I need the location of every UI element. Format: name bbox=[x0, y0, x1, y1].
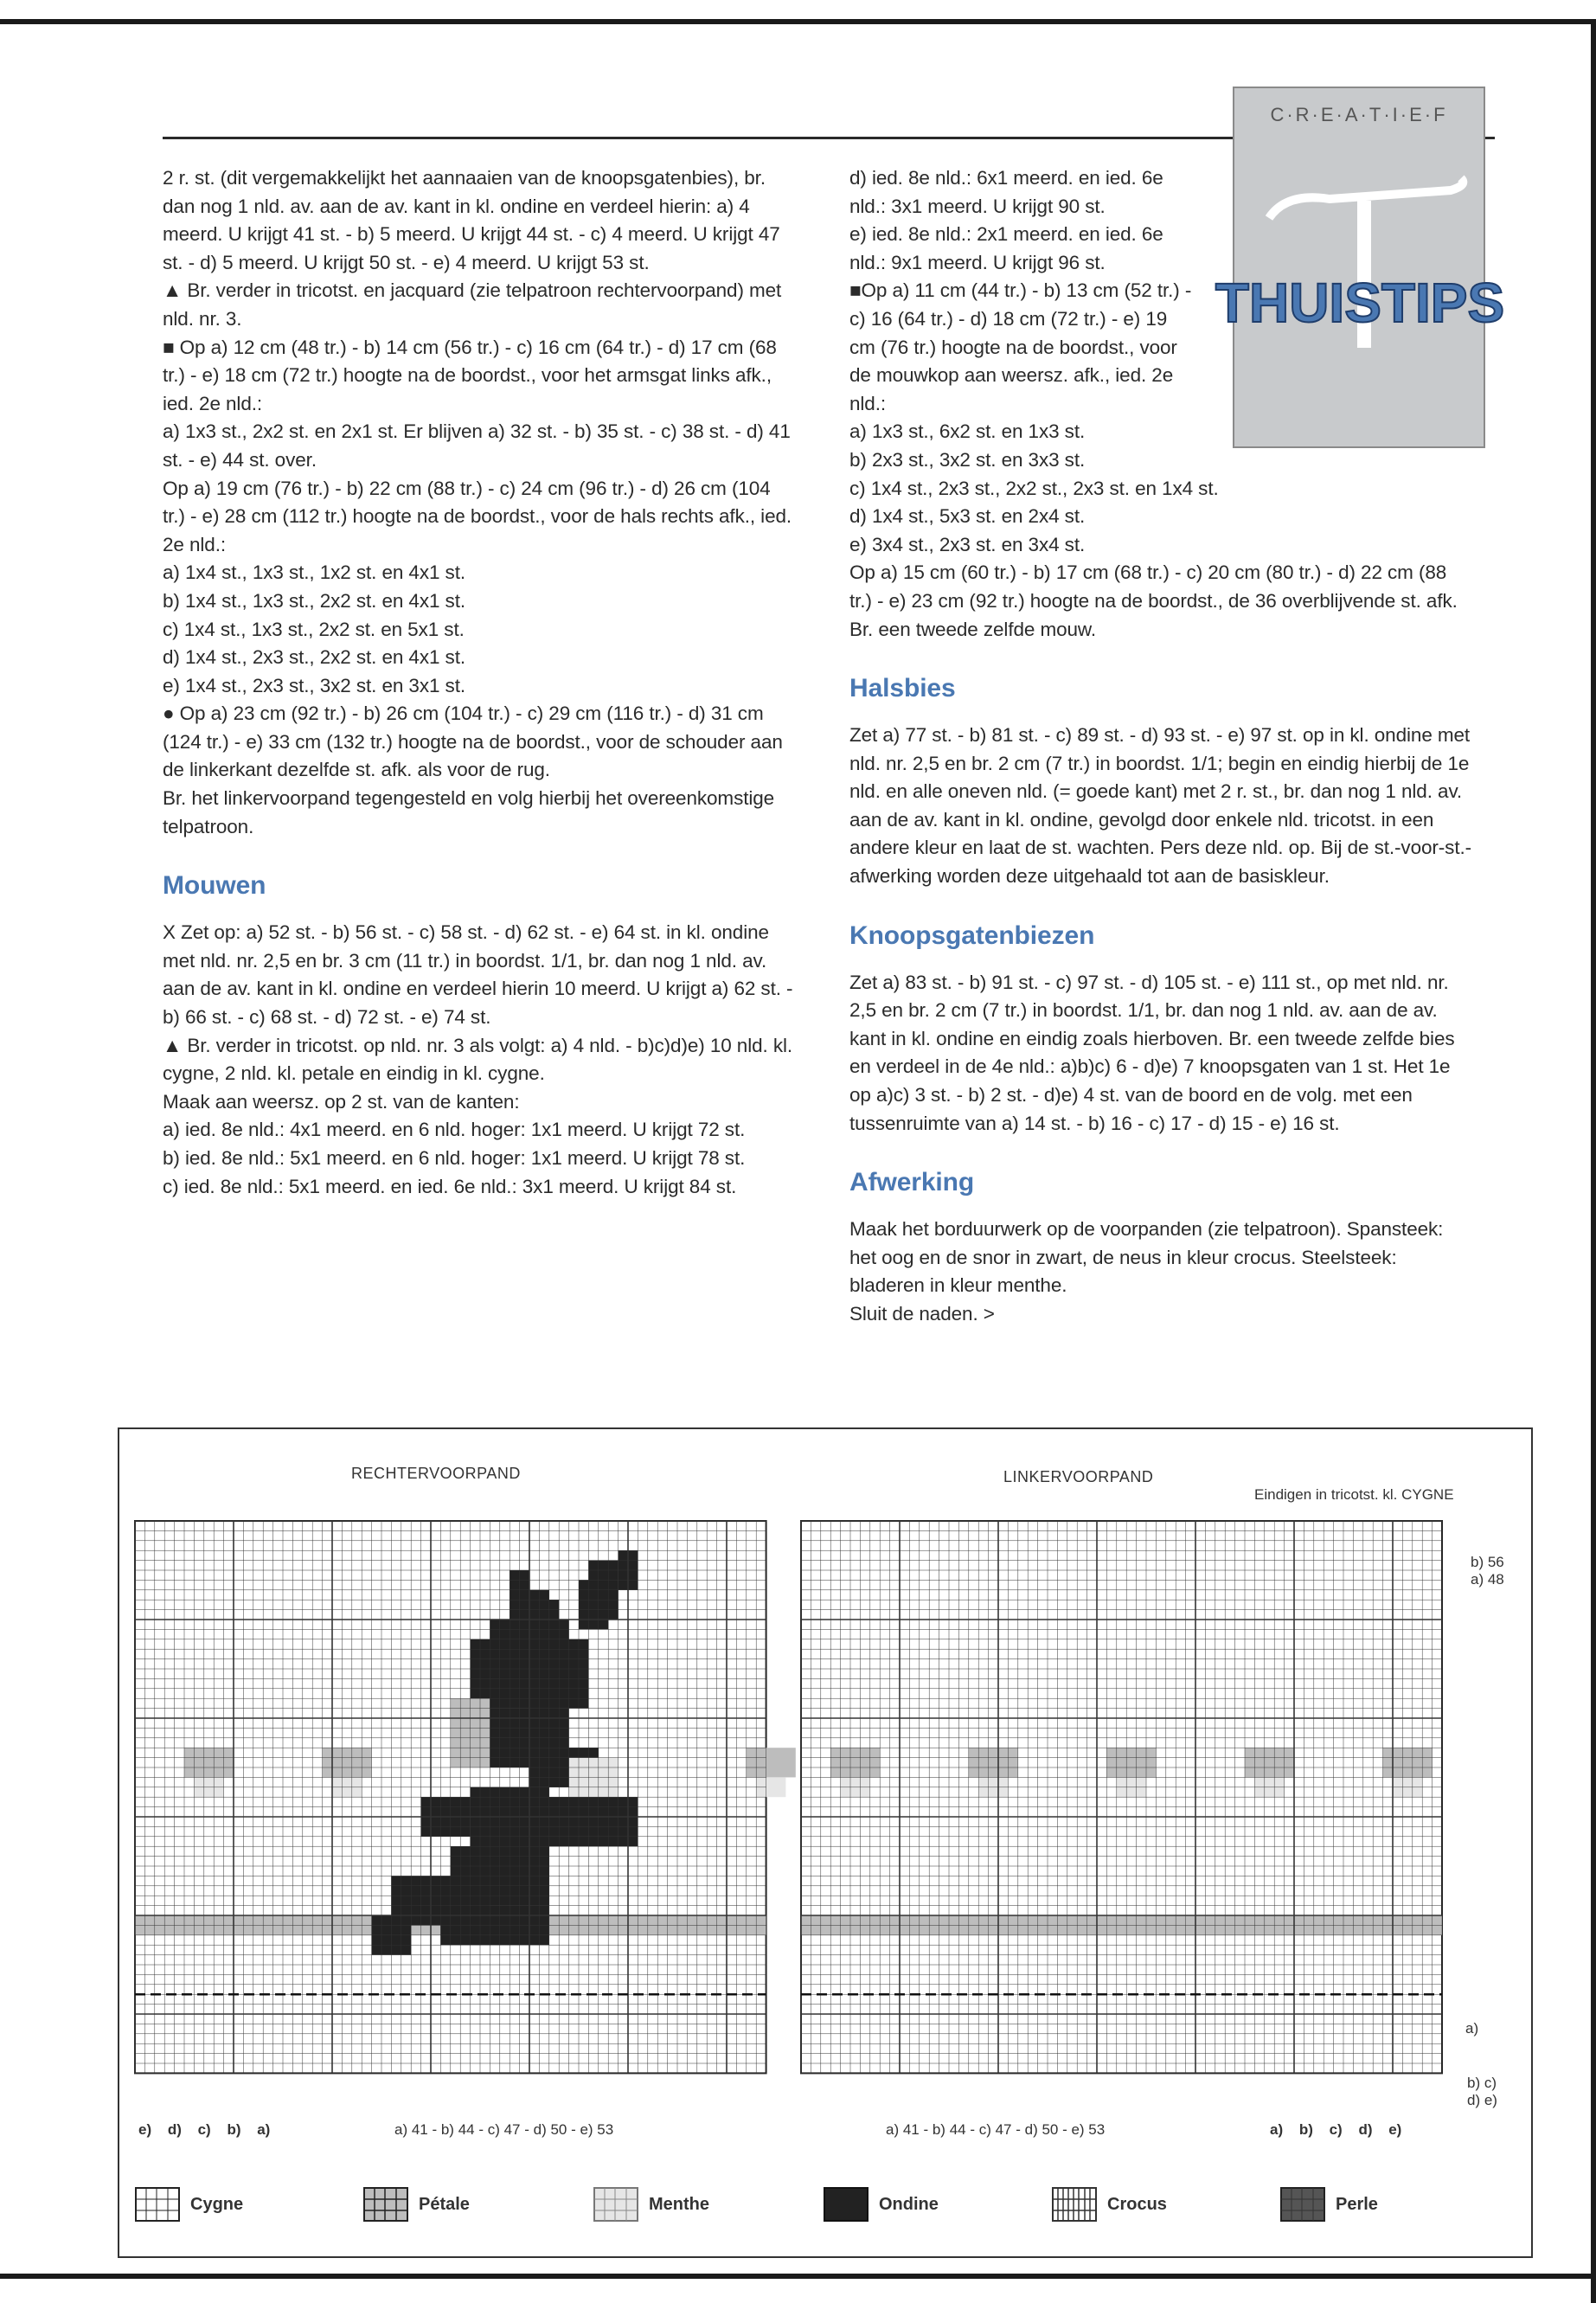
side-label-b56: b) 56 bbox=[1471, 1554, 1504, 1570]
legend-cygne bbox=[135, 2187, 243, 2222]
logo-creatief-text: C·R·E·A·T·I·E·F bbox=[1270, 104, 1448, 125]
paragraph: 2 r. st. (dit vergemakkelijkt het aannaaien van de knoopsgatenbies), br. dan nog 1 nld. av. aan de av. kant in kl. ondine en verdeel hierin: a) 4 meerd. U krijgt 41 st. - b) 5 meerd. U krijgt 44 st. - c) 4 meerd. U krijgt 47 st. - d) 5 meerd. U krijgt 50 st. - e) 4 meerd. U krijgt 53 st. bbox=[163, 167, 780, 273]
legend-petale bbox=[363, 2187, 470, 2222]
right-column-narrow bbox=[849, 164, 1195, 418]
paragraph: b) ied. 8e nld.: 5x1 meerd. en 6 nld. hoger: 1x1 meerd. U krijgt 78 st. bbox=[163, 1147, 746, 1169]
page-frame-bottom bbox=[0, 2274, 1596, 2279]
side-label-bc: b) c) bbox=[1467, 2075, 1497, 2091]
swatch-crocus-icon bbox=[1052, 2187, 1097, 2222]
chart-title-linkervoorpand: LINKERVOORPAND bbox=[1003, 1468, 1154, 1485]
legend-label: Pétale bbox=[419, 2194, 470, 2214]
list-item: c) 1x4 st., 2x3 st., 2x2 st., 2x3 st. en 1x4 st. bbox=[849, 477, 1219, 499]
legend-label: Ondine bbox=[879, 2194, 939, 2214]
paragraph: Op a) 19 cm (76 tr.) - b) 22 cm (88 tr.) - c) 24 cm (96 tr.) - d) 26 cm (104 tr.) - e) 28 cm (112 tr.) hoogte na de boordst., voor de hals rechts afk., ied. 2e nld.: bbox=[163, 477, 792, 555]
swatch-cygne-icon bbox=[135, 2187, 180, 2222]
legend-label: Perle bbox=[1336, 2194, 1378, 2214]
legend-label: Cygne bbox=[190, 2194, 244, 2214]
list-item: e) 3x4 st., 2x3 st. en 3x4 st. bbox=[849, 533, 1086, 555]
paragraph: a) 1x3 st., 2x2 st. en 2x1 st. Er blijven a) 32 st. - b) 35 st. - c) 38 st. - d) 41 st. - e) 44 st. over. bbox=[163, 420, 791, 471]
list-item: b) 1x4 st., 1x3 st., 2x2 st. en 4x1 st. bbox=[163, 589, 466, 612]
legend-perle bbox=[1280, 2187, 1378, 2222]
paragraph: Maak het borduurwerk op de voorpanden (zie telpatroon). Spansteek: het oog en de snor in zwart, de neus in kleur crocus. Steelsteek: bladeren in kleur menthe. bbox=[849, 1218, 1444, 1297]
paragraph: Sluit de naden. > bbox=[849, 1303, 995, 1325]
left-column bbox=[163, 164, 794, 1201]
legend-label: Crocus bbox=[1107, 2194, 1167, 2214]
legend-menthe bbox=[593, 2187, 709, 2222]
section-title-afwerking: Afwerking bbox=[849, 1168, 975, 1197]
paragraph: Op a) 15 cm (60 tr.) - b) 17 cm (68 tr.) - c) 20 cm (80 tr.) - d) 22 cm (88 tr.) - e) 23 cm (92 tr.) hoogte na de boordst., de 36 overblijvende st. afk. Br. een tweede zelfde mouw. bbox=[849, 561, 1458, 640]
swatch-ondine-icon bbox=[824, 2187, 869, 2222]
list-item: e) 1x4 st., 2x3 st., 3x2 st. en 3x1 st. bbox=[163, 674, 466, 696]
paragraph: d) ied. 8e nld.: 6x1 meerd. en ied. 6e nld.: 3x1 meerd. U krijgt 90 st. bbox=[849, 167, 1163, 217]
side-label-de: d) e) bbox=[1467, 2092, 1497, 2108]
swatch-menthe-icon bbox=[593, 2187, 638, 2222]
paragraph: X Zet op: a) 52 st. - b) 56 st. - c) 58 st. - d) 62 st. - e) 64 st. in kl. ondine met nld. nr. 2,5 en br. 3 cm (11 tr.) in boordst. 1/1, br. dan nog 1 nld. av. aan de av. kant in kl. ondine en verdeel hierin 10 meerd. U krijgt a) 62 st. - b) 66 st. - c) 68 st. - d) 72 st. - e) 74 st. bbox=[163, 921, 793, 1029]
legend-ondine bbox=[824, 2187, 939, 2222]
bottom-sizes-left: e) d) c) b) a) bbox=[138, 2121, 271, 2138]
paragraph: ■Op a) 11 cm (44 tr.) - b) 13 cm (52 tr.) - c) 16 (64 tr.) - d) 18 cm (72 tr.) - e) 19 cm (76 tr.) hoogte na de boordst., voor de mouwkop aan weersz. afk., ied. 2e nld.: bbox=[849, 279, 1192, 414]
swatch-petale-icon bbox=[363, 2187, 408, 2222]
section-title-halsbies: Halsbies bbox=[849, 674, 956, 703]
list-item: d) 1x4 st., 5x3 st. en 2x4 st. bbox=[849, 505, 1086, 528]
swatch-perle-icon bbox=[1280, 2187, 1325, 2222]
bottom-sizes-right: a) b) c) d) e) bbox=[1270, 2121, 1402, 2138]
side-label-a: a) bbox=[1465, 2020, 1479, 2037]
legend-crocus bbox=[1052, 2187, 1167, 2222]
bottom-counts-right: a) 41 - b) 44 - c) 47 - d) 50 - e) 53 bbox=[886, 2121, 1106, 2138]
chart-title-rechtervoorpand: RECHTERVOORPAND bbox=[351, 1465, 521, 1482]
side-label-a48: a) 48 bbox=[1471, 1571, 1504, 1588]
paragraph: Br. het linkervoorpand tegengesteld en volg hierbij het overeenkomstige telpatroon. bbox=[163, 787, 775, 837]
list-item: c) 1x4 st., 1x3 st., 2x2 st. en 5x1 st. bbox=[163, 618, 465, 640]
paragraph: ● Op a) 23 cm (92 tr.) - b) 26 cm (104 tr.) - c) 29 cm (116 tr.) - d) 31 cm (124 tr.) - e) 33 cm (132 tr.) hoogte na de boordst., voor de schouder aan de linkerkant dezelfde st. afk. als voor de rug. bbox=[163, 702, 783, 781]
list-item: a) 1x4 st., 1x3 st., 1x2 st. en 4x1 st. bbox=[163, 561, 466, 584]
paragraph: ▲ Br. verder in tricotst. op nld. nr. 3 als volgt: a) 4 nld. - b)c)d)e) 10 nld. kl. cygne, 2 nld. kl. petale en eindig in kl. cygne. bbox=[163, 1034, 793, 1085]
bottom-counts-left: a) 41 - b) 44 - c) 47 - d) 50 - e) 53 bbox=[394, 2121, 614, 2138]
page-frame-right bbox=[1591, 19, 1596, 2303]
right-column bbox=[849, 164, 1472, 1329]
chart-grid-linkervoorpand bbox=[801, 1521, 1445, 2092]
paragraph: e) ied. 8e nld.: 2x1 meerd. en ied. 6e nld.: 9x1 meerd. U krijgt 96 st. bbox=[849, 223, 1163, 273]
section-title-knoopsgatenbiezen: Knoopsgatenbiezen bbox=[849, 921, 1095, 950]
paragraph: Maak aan weersz. op 2 st. van de kanten: bbox=[163, 1090, 520, 1113]
legend-label: Menthe bbox=[649, 2194, 709, 2214]
paragraph: a) ied. 8e nld.: 4x1 meerd. en 6 nld. hoger: 1x1 meerd. U krijgt 72 st. bbox=[163, 1119, 746, 1141]
list-item: d) 1x4 st., 2x3 st., 2x2 st. en 4x1 st. bbox=[163, 646, 466, 669]
list-item: a) 1x3 st., 6x2 st. en 1x3 st. bbox=[849, 420, 1086, 443]
paragraph: Zet a) 77 st. - b) 81 st. - c) 89 st. - d) 93 st. - e) 97 st. op in kl. ondine met nld. nr. 2,5 en br. 2 cm (7 tr.) in boordst. 1/1; begin en eindig hierbij de 1e nld. en alle oneven nld. (= goede kant) met 2 r. st., br. dan nog 1 nld. av. aan de av. kant in kl. ondine, gevolgd door enkele nld. tricotst. in een andere kleur en laat de st. wachten. Pers deze nld. op. Bij de st.-voor-st.-afwerking worden deze uitgehaald tot aan de basiskleur. bbox=[849, 724, 1472, 888]
paragraph: Zet a) 83 st. - b) 91 st. - c) 97 st. - d) 105 st. - e) 111 st., op met nld. nr. 2,5 en br. 2 cm (7 tr.) in boordst. 1/1, br. dan nog 1 nld. av. aan de av. kant in kl. ondine en eindig zoals hierboven. Br. een tweede zelfde bies en verdeel in de 4e nld.: a)b)c) 6 - d)e) 7 knoopsgaten van 1 st. Het 1e op a)c) 3 st. - b) 2 st. - d)e) 4 st. van de boord en de volg. met een tussenruimte van a) 14 st. - b) 16 - c) 17 - d) 15 - e) 16 st. bbox=[849, 971, 1455, 1134]
section-title-mouwen: Mouwen bbox=[163, 871, 266, 901]
paragraph: c) ied. 8e nld.: 5x1 meerd. en ied. 6e nld.: 3x1 meerd. U krijgt 84 st. bbox=[163, 1175, 737, 1197]
list-item: b) 2x3 st., 3x2 st. en 3x3 st. bbox=[849, 448, 1086, 471]
paragraph: ▲ Br. verder in tricotst. en jacquard (zie telpatroon rechtervoorpand) met nld. nr. 3. bbox=[163, 279, 782, 330]
page-frame-top bbox=[0, 19, 1596, 24]
chart-note: Eindigen in tricotst. kl. CYGNE bbox=[1254, 1486, 1454, 1503]
paragraph: ■ Op a) 12 cm (48 tr.) - b) 14 cm (56 tr.) - c) 16 cm (64 tr.) - d) 17 cm (68 tr.) - e) 18 cm (72 tr.) hoogte na de boordst., voor het armsgat links afk., ied. 2e nld.: bbox=[163, 336, 777, 414]
logo-brand-text: THUISTIPS bbox=[1215, 272, 1505, 334]
chart-grid-rechtervoorpand bbox=[135, 1521, 775, 2092]
